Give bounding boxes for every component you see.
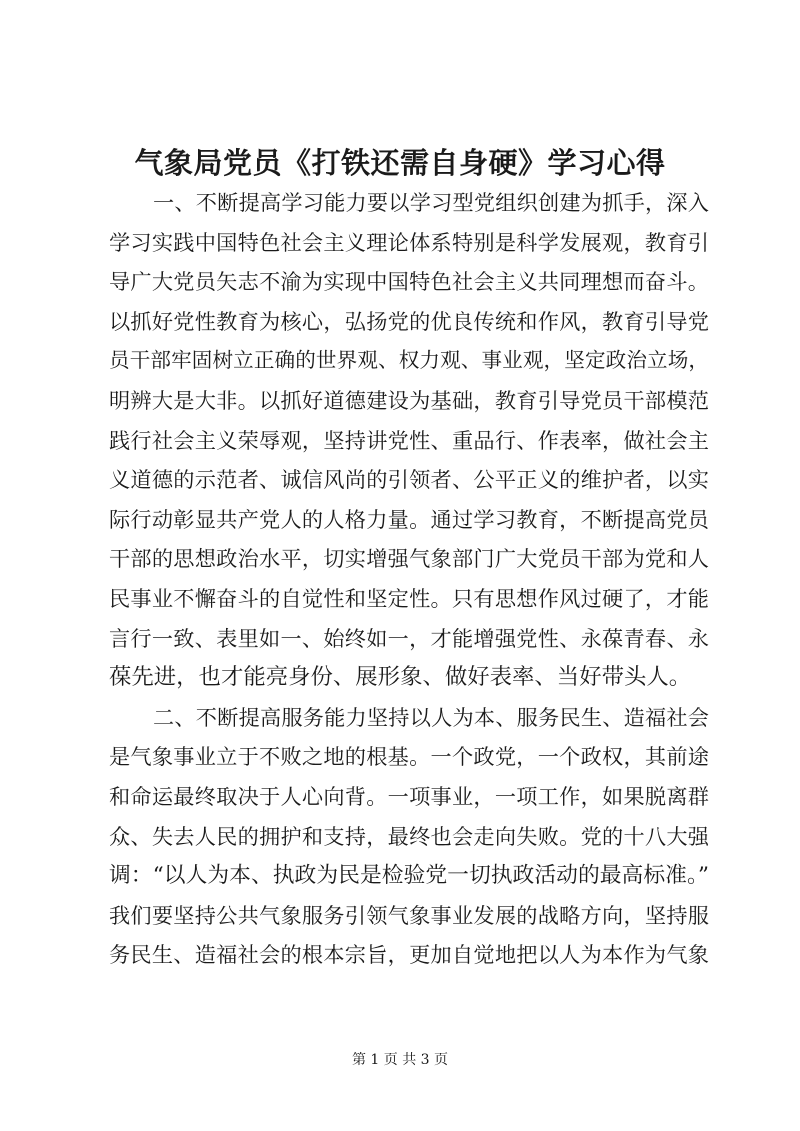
paragraph-2-line-2: 是气象事业立于不败之地的根基。一个政党，一个政权，其前途 [109, 744, 709, 770]
paragraph-1-line-13: 葆先进，也才能亮身份、展形象、做好表率、当好带头人。 [109, 664, 692, 691]
paragraph-1-line-11: 民事业不懈奋斗的自觉性和坚定性。只有思想作风过硬了，才能 [109, 585, 709, 611]
paragraph-1-line-9: 际行动彰显共产党人的人格力量。通过学习教育，不断提高党员 [109, 506, 709, 532]
paragraph-2-line-6: 我们要坚持公共气象服务引领气象事业发展的战略方向，坚持服 [109, 902, 709, 928]
page-footer: 第 1 页 共 3 页 [351, 1052, 449, 1068]
paragraph-2-line-4: 众、失去人民的拥护和支持，最终也会走向失败。党的十八大强 [109, 823, 709, 849]
document-title: 气象局党员《打铁还需自身硬》学习心得 [134, 146, 666, 180]
paragraph-2-line-7: 务民生、造福社会的根本宗旨，更加自觉地把以人为本作为气象 [109, 942, 709, 968]
paragraph-1-line-7: 践行社会主义荣辱观，坚持讲党性、重品行、作表率，做社会主 [109, 427, 709, 453]
paragraph-2-line-3: 和命运最终取决于人心向背。一项事业，一项工作，如果脱离群 [109, 783, 709, 809]
paragraph-1-line-12: 言行一致、表里如一、始终如一，才能增强党性、永葆青春、永 [109, 625, 709, 651]
paragraph-2-line-1: 二、不断提高服务能力坚持以人为本、服务民生、造福社会 [153, 704, 709, 730]
document-body [109, 183, 709, 975]
paragraph-1-line-5: 员干部牢固树立正确的世界观、权力观、事业观，坚定政治立场， [109, 348, 709, 373]
paragraph-1-line-10: 干部的思想政治水平，切实增强气象部门广大党员干部为党和人 [109, 546, 709, 572]
paragraph-1-line-4: 以抓好党性教育为核心，弘扬党的优良传统和作风，教育引导党 [109, 308, 709, 334]
paragraph-1-line-6: 明辨大是大非。以抓好道德建设为基础，教育引导党员干部模范 [109, 387, 709, 413]
paragraph-1-line-1: 一、不断提高学习能力要以学习型党组织创建为抓手，深入 [153, 190, 709, 215]
paragraph-1-line-2: 学习实践中国特色社会主义理论体系特别是科学发展观，教育引 [109, 229, 709, 255]
paragraph-1-line-3: 导广大党员矢志不渝为实现中国特色社会主义共同理想而奋斗。 [109, 269, 709, 295]
paragraph-2-line-5: 调：“以人为本、执政为民是检验党一切执政活动的最高标准。” [109, 863, 709, 889]
paragraph-1-line-8: 义道德的示范者、诚信风尚的引领者、公平正义的维护者，以实 [109, 467, 709, 493]
